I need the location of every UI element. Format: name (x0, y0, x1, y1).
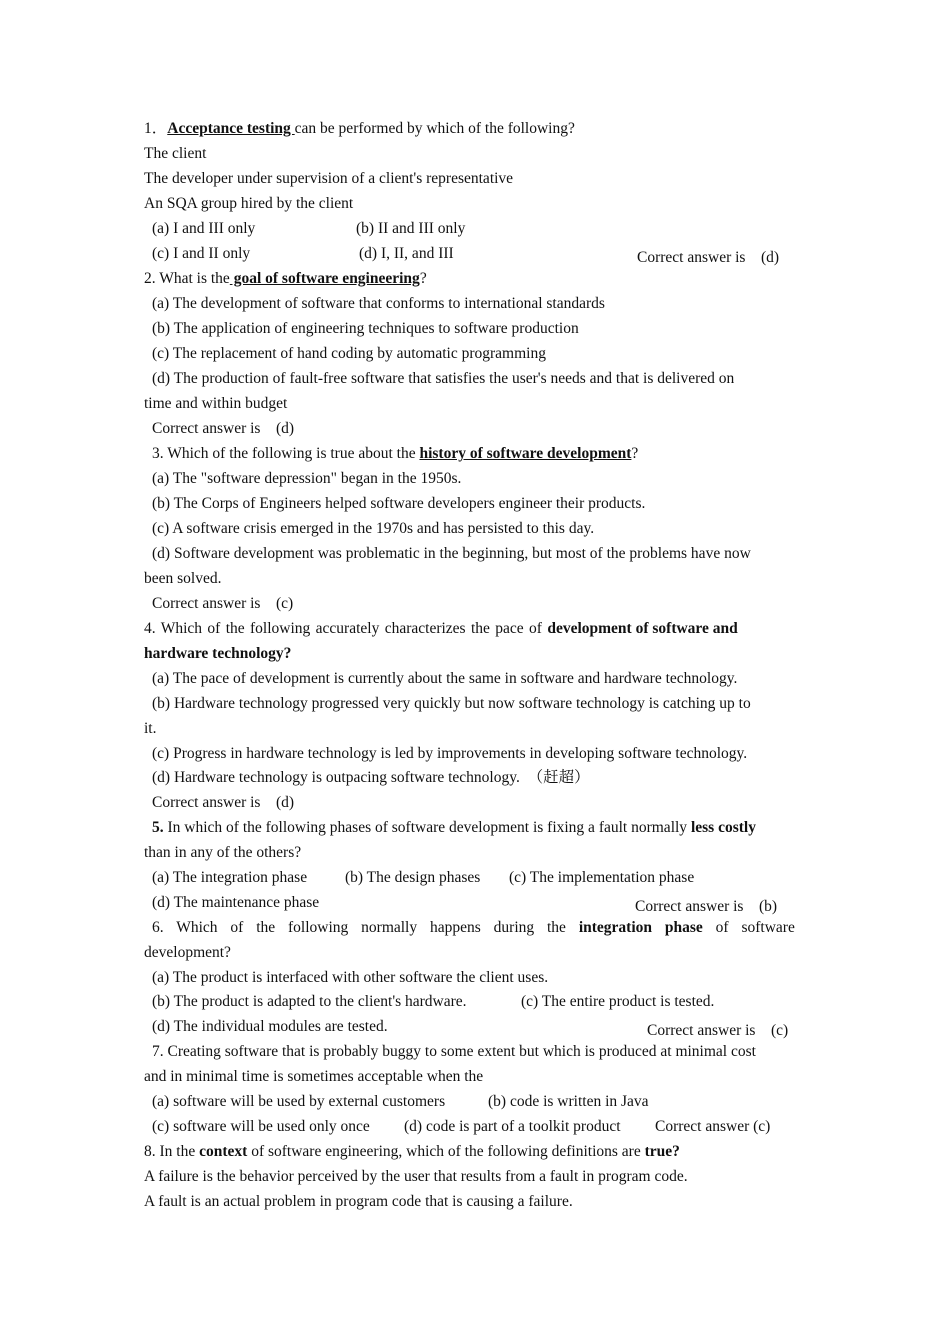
q1-number: 1． (144, 120, 168, 137)
q3-option-b: (b) The Corps of Engineers helped software developers engineer their products. (152, 495, 646, 512)
q5-number: 5. (152, 819, 164, 836)
q5-option-b: (b) The design phases (345, 869, 481, 886)
q4-option-b: (b) Hardware technology progressed very quickly but now software technology is catching up to (152, 695, 751, 712)
q8-text: 8. In the (144, 1143, 200, 1160)
q3-option-a: (a) The "software depression" began in the 1950s. (152, 470, 462, 487)
q3-answer: Correct answer is (c) (152, 595, 294, 612)
q8-item-2: A fault is an actual problem in program code that is causing a failure. (144, 1193, 573, 1210)
q1-answer: Correct answer is (d) (637, 249, 780, 266)
q6-text: 6. Which of the following normally happens during the (152, 919, 579, 936)
q4-term: development of software and (547, 620, 738, 637)
q1-option-b: (b) II and III only (356, 220, 466, 237)
q6-option-d: (d) The individual modules are tested. (152, 1018, 388, 1035)
q6-option-c: (c) The entire product is tested. (521, 993, 715, 1010)
q1-item-1: The client (144, 145, 207, 162)
q1-term: Acceptance testing (167, 120, 295, 137)
q4-text: 4. Which of the following accurately characterizes the pace of (144, 620, 548, 637)
q3-option-c: (c) A software crisis emerged in the 1970s and has persisted to this day. (152, 520, 595, 537)
q5-answer: Correct answer is (b) (635, 898, 778, 915)
q2-term: goal of software engineering (229, 270, 420, 287)
q7-option-b: (b) code is written in Java (488, 1093, 649, 1110)
q5-question-cont: than in any of the others? (144, 844, 302, 861)
q2-option-c: (c) The replacement of hand coding by automatic programming (152, 345, 546, 362)
q1-item-3: An SQA group hired by the client (144, 195, 354, 212)
q2-text: 2. What is the (144, 270, 230, 287)
q5-question (152, 819, 756, 837)
q7-option-c: (c) software will be used only once (152, 1118, 370, 1135)
q3-option-d-cont: been solved. (144, 570, 222, 587)
q8-term-true: true? (644, 1143, 680, 1160)
q8-item-1: A failure is the behavior perceived by the user that results from a fault in program code. (144, 1168, 688, 1185)
q7-question: 7. Creating software that is probably buggy to some extent but which is produced at minimal cost (152, 1043, 756, 1060)
q1-option-c: (c) I and II only (152, 245, 251, 262)
q2-option-d: (d) The production of fault-free software that satisfies the user's needs and that is delivered on (152, 370, 735, 387)
q7-option-a: (a) software will be used by external customers (152, 1093, 446, 1110)
q2-answer: Correct answer is (d) (152, 420, 295, 437)
q6-answer: Correct answer is (c) (647, 1022, 789, 1039)
q5-term: less costly (690, 819, 756, 836)
q3-question (152, 445, 638, 463)
q1-text: can be performed by which of the following? (294, 120, 575, 137)
q6-text-end: of software (702, 919, 795, 936)
q2-option-b: (b) The application of engineering techniques to software production (152, 320, 579, 337)
q6-option-a: (a) The product is interfaced with other software the client uses. (152, 969, 549, 986)
q5-option-c: (c) The implementation phase (509, 869, 695, 886)
q2-option-a: (a) The development of software that conforms to international standards (152, 295, 605, 312)
q7-question-cont: and in minimal time is sometimes acceptable when the (144, 1068, 484, 1085)
q6-term: integration phase (578, 919, 703, 936)
q8-text-mid: of software engineering, which of the following definitions are (247, 1143, 645, 1160)
q4-option-a: (a) The pace of development is currently about the same in software and hardware technology. (152, 670, 738, 687)
q1-item-2: The developer under supervision of a client's representative (144, 170, 514, 187)
q3-term: history of software development (419, 445, 632, 462)
q4-option-b-cont: it. (144, 720, 157, 737)
q4-answer: Correct answer is (d) (152, 794, 295, 811)
q5-option-a: (a) The integration phase (152, 869, 308, 886)
q1-option-d: (d) I, II, and III (359, 245, 454, 262)
q6-question-cont: development? (144, 944, 231, 961)
q8-question (144, 1143, 680, 1161)
q4-option-d: (d) Hardware technology is outpacing software technology. （赶超） (152, 769, 590, 786)
q5-text: In which of the following phases of software development is fixing a fault normally (163, 819, 691, 836)
q2-question (144, 270, 427, 288)
q1-question (144, 120, 575, 138)
q1-option-a: (a) I and III only (152, 220, 256, 237)
q5-option-d: (d) The maintenance phase (152, 894, 320, 911)
q4-term-cont: hardware technology? (144, 645, 292, 662)
q3-mark: ? (631, 445, 639, 462)
q4-question (144, 620, 738, 638)
q7-option-d: (d) code is part of a toolkit product (404, 1118, 621, 1135)
q3-option-d: (d) Software development was problematic in the beginning, but most of the problems have now (152, 545, 751, 562)
q6-question (152, 919, 795, 937)
q7-answer: Correct answer (c) (655, 1118, 771, 1135)
q2-option-d-cont: time and within budget (144, 395, 288, 412)
q8-term-context: context (199, 1143, 248, 1160)
q4-option-c: (c) Progress in hardware technology is led by improvements in developing software technology. (152, 745, 748, 762)
q2-mark: ? (419, 270, 427, 287)
q3-text: 3. Which of the following is true about the (152, 445, 420, 462)
q6-option-b: (b) The product is adapted to the client's hardware. (152, 993, 467, 1010)
